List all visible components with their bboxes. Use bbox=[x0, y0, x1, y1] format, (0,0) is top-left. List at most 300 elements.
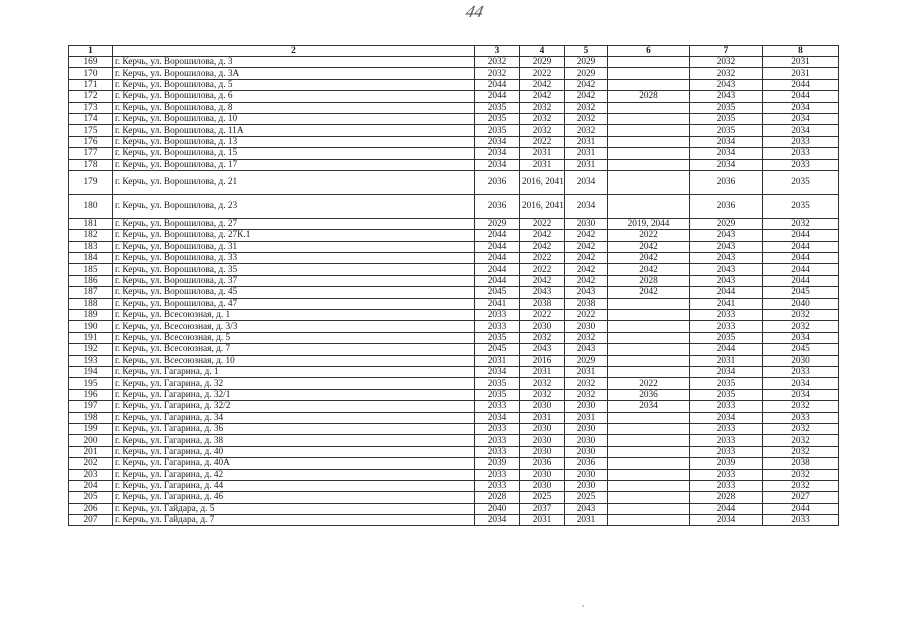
col-6-cell: 2042 bbox=[608, 287, 690, 298]
col-8-cell: 2040 bbox=[763, 298, 839, 309]
col-4-cell: 2038 bbox=[520, 298, 565, 309]
col-3-cell: 2044 bbox=[475, 79, 520, 90]
col-8-cell: 2032 bbox=[763, 310, 839, 321]
col-5-cell: 2031 bbox=[565, 148, 608, 159]
col-6-cell bbox=[608, 480, 690, 491]
col-5-cell: 2031 bbox=[565, 366, 608, 377]
row-number-cell: 182 bbox=[69, 230, 113, 241]
address-cell: г. Керчь, ул. Гагарина, д. 38 bbox=[113, 435, 475, 446]
table-row bbox=[69, 253, 839, 264]
col-7-cell: 2033 bbox=[690, 446, 763, 457]
row-number-cell: 198 bbox=[69, 412, 113, 423]
table-row bbox=[69, 287, 839, 298]
col-7-cell: 2043 bbox=[690, 253, 763, 264]
row-number-cell: 207 bbox=[69, 515, 113, 526]
row-number-cell: 184 bbox=[69, 253, 113, 264]
row-number-cell: 186 bbox=[69, 275, 113, 286]
col-3-cell: 2033 bbox=[475, 310, 520, 321]
address-cell: г. Керчь, ул. Ворошилова, д. 13 bbox=[113, 136, 475, 147]
address-cell: г. Керчь, ул. Всесоюзная, д. 10 bbox=[113, 355, 475, 366]
col-7-cell: 2033 bbox=[690, 469, 763, 480]
col-5-cell: 2025 bbox=[565, 492, 608, 503]
table-row bbox=[69, 458, 839, 469]
col-4-cell: 2032 bbox=[520, 113, 565, 124]
table-row bbox=[69, 264, 839, 275]
address-cell: г. Керчь, ул. Гагарина, д. 32/2 bbox=[113, 401, 475, 412]
col-5-cell: 2029 bbox=[565, 68, 608, 79]
col-4-cell: 2022 bbox=[520, 68, 565, 79]
col-6-cell bbox=[608, 446, 690, 457]
col-7-cell: 2033 bbox=[690, 435, 763, 446]
col-7-cell: 2034 bbox=[690, 366, 763, 377]
col-4-cell: 2022 bbox=[520, 310, 565, 321]
col-3-cell: 2044 bbox=[475, 91, 520, 102]
row-number-cell: 196 bbox=[69, 389, 113, 400]
col-6-cell bbox=[608, 355, 690, 366]
col-4-cell: 2043 bbox=[520, 287, 565, 298]
address-cell: г. Керчь, ул. Ворошилова, д. 23 bbox=[113, 194, 475, 218]
col-4-cell: 2042 bbox=[520, 79, 565, 90]
col-8-cell: 2033 bbox=[763, 159, 839, 170]
col-3-cell: 2032 bbox=[475, 57, 520, 68]
col-5-cell: 2042 bbox=[565, 253, 608, 264]
col-6-cell bbox=[608, 458, 690, 469]
col-3-cell: 2044 bbox=[475, 264, 520, 275]
row-number-cell: 188 bbox=[69, 298, 113, 309]
address-cell: г. Керчь, ул. Гагарина, д. 40 bbox=[113, 446, 475, 457]
row-number-cell: 191 bbox=[69, 332, 113, 343]
row-number-cell: 190 bbox=[69, 321, 113, 332]
address-cell: г. Керчь, ул. Ворошилова, д. 27 bbox=[113, 218, 475, 229]
col-3-cell: 2034 bbox=[475, 148, 520, 159]
address-cell: г. Керчь, ул. Всесоюзная, д. 1 bbox=[113, 310, 475, 321]
col-8-cell: 2030 bbox=[763, 355, 839, 366]
col-7-cell: 2033 bbox=[690, 401, 763, 412]
col-6-cell bbox=[608, 469, 690, 480]
col-5-cell: 2042 bbox=[565, 264, 608, 275]
table-body bbox=[69, 57, 839, 526]
col-4-cell: 2032 bbox=[520, 332, 565, 343]
address-cell: г. Керчь, ул. Гагарина, д. 32/1 bbox=[113, 389, 475, 400]
col-4-cell: 2032 bbox=[520, 378, 565, 389]
col-5-cell: 2032 bbox=[565, 102, 608, 113]
col-5-cell: 2031 bbox=[565, 515, 608, 526]
row-number-cell: 189 bbox=[69, 310, 113, 321]
col-5-cell: 2032 bbox=[565, 378, 608, 389]
col-7-cell: 2029 bbox=[690, 218, 763, 229]
col-5-cell: 2043 bbox=[565, 344, 608, 355]
col-3-cell: 2035 bbox=[475, 113, 520, 124]
col-6-cell bbox=[608, 113, 690, 124]
col-8-cell: 2045 bbox=[763, 287, 839, 298]
col-3-cell: 2036 bbox=[475, 170, 520, 194]
address-cell: г. Керчь, ул. Ворошилова, д. 8 bbox=[113, 102, 475, 113]
row-number-cell: 194 bbox=[69, 366, 113, 377]
col-4-cell: 2031 bbox=[520, 366, 565, 377]
col-5-cell: 2032 bbox=[565, 332, 608, 343]
col-7-cell: 2044 bbox=[690, 344, 763, 355]
col-4-cell: 2042 bbox=[520, 275, 565, 286]
address-cell: г. Керчь, ул. Всесоюзная, д. 3/3 bbox=[113, 321, 475, 332]
col-7-cell: 2035 bbox=[690, 102, 763, 113]
table-row bbox=[69, 469, 839, 480]
table-row bbox=[69, 218, 839, 229]
table-row bbox=[69, 423, 839, 434]
col-6-cell bbox=[608, 435, 690, 446]
table-row bbox=[69, 366, 839, 377]
row-number-cell: 183 bbox=[69, 241, 113, 252]
col-5-cell: 2030 bbox=[565, 321, 608, 332]
table-row bbox=[69, 355, 839, 366]
col-8-cell: 2032 bbox=[763, 218, 839, 229]
col-6-cell: 2028 bbox=[608, 91, 690, 102]
col-5-cell: 2031 bbox=[565, 159, 608, 170]
col-7-cell: 2028 bbox=[690, 492, 763, 503]
row-number-cell: 206 bbox=[69, 503, 113, 514]
row-number-cell: 177 bbox=[69, 148, 113, 159]
col-4-cell: 2032 bbox=[520, 102, 565, 113]
col-8-cell: 2034 bbox=[763, 113, 839, 124]
col-8-cell: 2032 bbox=[763, 423, 839, 434]
col-7-cell: 2035 bbox=[690, 113, 763, 124]
col-5-cell: 2030 bbox=[565, 469, 608, 480]
table-row bbox=[69, 298, 839, 309]
col-8-cell: 2034 bbox=[763, 332, 839, 343]
col-3-cell: 2044 bbox=[475, 253, 520, 264]
col-3-cell: 2031 bbox=[475, 355, 520, 366]
address-cell: г. Керчь, ул. Гагарина, д. 40А bbox=[113, 458, 475, 469]
header-col-3: 3 bbox=[475, 46, 520, 57]
col-8-cell: 2035 bbox=[763, 194, 839, 218]
address-cell: г. Керчь, ул. Гагарина, д. 34 bbox=[113, 412, 475, 423]
col-7-cell: 2035 bbox=[690, 332, 763, 343]
col-3-cell: 2036 bbox=[475, 194, 520, 218]
header-col-4: 4 bbox=[520, 46, 565, 57]
address-cell: г. Керчь, ул. Ворошилова, д. 21 bbox=[113, 170, 475, 194]
table-row bbox=[69, 480, 839, 491]
col-4-cell: 2022 bbox=[520, 218, 565, 229]
col-6-cell: 2042 bbox=[608, 241, 690, 252]
housing-schedule-table bbox=[68, 45, 839, 526]
col-8-cell: 2045 bbox=[763, 344, 839, 355]
col-6-cell bbox=[608, 332, 690, 343]
col-7-cell: 2036 bbox=[690, 170, 763, 194]
col-5-cell: 2031 bbox=[565, 412, 608, 423]
col-4-cell: 2036 bbox=[520, 458, 565, 469]
col-6-cell bbox=[608, 159, 690, 170]
row-number-cell: 197 bbox=[69, 401, 113, 412]
col-5-cell: 2030 bbox=[565, 401, 608, 412]
address-cell: г. Керчь, ул. Всесоюзная, д. 7 bbox=[113, 344, 475, 355]
col-6-cell: 2034 bbox=[608, 401, 690, 412]
col-6-cell bbox=[608, 503, 690, 514]
row-number-cell: 176 bbox=[69, 136, 113, 147]
address-cell: г. Керчь, ул. Гагарина, д. 42 bbox=[113, 469, 475, 480]
table-row bbox=[69, 91, 839, 102]
table-row bbox=[69, 492, 839, 503]
col-8-cell: 2044 bbox=[763, 264, 839, 275]
address-cell: г. Керчь, ул. Ворошилова, д. 17 bbox=[113, 159, 475, 170]
col-4-cell: 2030 bbox=[520, 469, 565, 480]
col-7-cell: 2035 bbox=[690, 125, 763, 136]
address-cell: г. Керчь, ул. Ворошилова, д. 15 bbox=[113, 148, 475, 159]
col-5-cell: 2043 bbox=[565, 287, 608, 298]
address-cell: г. Керчь, ул. Ворошилова, д. 3 bbox=[113, 57, 475, 68]
col-4-cell: 2043 bbox=[520, 344, 565, 355]
col-3-cell: 2032 bbox=[475, 68, 520, 79]
col-3-cell: 2041 bbox=[475, 298, 520, 309]
table-row bbox=[69, 310, 839, 321]
col-3-cell: 2044 bbox=[475, 230, 520, 241]
table-row bbox=[69, 344, 839, 355]
col-6-cell bbox=[608, 194, 690, 218]
col-4-cell: 2030 bbox=[520, 401, 565, 412]
col-8-cell: 2031 bbox=[763, 68, 839, 79]
col-6-cell: 2042 bbox=[608, 264, 690, 275]
col-5-cell: 2029 bbox=[565, 57, 608, 68]
col-4-cell: 2030 bbox=[520, 435, 565, 446]
table-row bbox=[69, 321, 839, 332]
col-4-cell: 2022 bbox=[520, 264, 565, 275]
col-8-cell: 2044 bbox=[763, 503, 839, 514]
col-7-cell: 2043 bbox=[690, 91, 763, 102]
col-4-cell: 2016 bbox=[520, 355, 565, 366]
col-4-cell: 2022 bbox=[520, 136, 565, 147]
col-7-cell: 2034 bbox=[690, 148, 763, 159]
col-7-cell: 2035 bbox=[690, 389, 763, 400]
col-3-cell: 2033 bbox=[475, 446, 520, 457]
col-4-cell: 2031 bbox=[520, 159, 565, 170]
col-7-cell: 2034 bbox=[690, 159, 763, 170]
col-4-cell: 2042 bbox=[520, 91, 565, 102]
col-5-cell: 2042 bbox=[565, 275, 608, 286]
col-7-cell: 2039 bbox=[690, 458, 763, 469]
col-3-cell: 2044 bbox=[475, 241, 520, 252]
table-row bbox=[69, 194, 839, 218]
row-number-cell: 200 bbox=[69, 435, 113, 446]
col-4-cell: 2030 bbox=[520, 321, 565, 332]
col-4-cell: 2042 bbox=[520, 230, 565, 241]
col-6-cell bbox=[608, 423, 690, 434]
table-row bbox=[69, 412, 839, 423]
col-3-cell: 2035 bbox=[475, 332, 520, 343]
col-3-cell: 2034 bbox=[475, 366, 520, 377]
col-7-cell: 2033 bbox=[690, 423, 763, 434]
col-6-cell bbox=[608, 298, 690, 309]
row-number-cell: 175 bbox=[69, 125, 113, 136]
row-number-cell: 179 bbox=[69, 170, 113, 194]
row-number-cell: 171 bbox=[69, 79, 113, 90]
col-8-cell: 2032 bbox=[763, 480, 839, 491]
table-row bbox=[69, 170, 839, 194]
address-cell: г. Керчь, ул. Ворошилова, д. 31 bbox=[113, 241, 475, 252]
address-cell: г. Керчь, ул. Ворошилова, д. 45 bbox=[113, 287, 475, 298]
col-6-cell bbox=[608, 321, 690, 332]
table-row bbox=[69, 515, 839, 526]
header-col-7: 7 bbox=[690, 46, 763, 57]
table-row bbox=[69, 503, 839, 514]
address-cell: г. Керчь, ул. Гагарина, д. 36 bbox=[113, 423, 475, 434]
table-row bbox=[69, 136, 839, 147]
table-row bbox=[69, 332, 839, 343]
col-7-cell: 2031 bbox=[690, 355, 763, 366]
col-5-cell: 2031 bbox=[565, 136, 608, 147]
col-5-cell: 2036 bbox=[565, 458, 608, 469]
col-3-cell: 2034 bbox=[475, 515, 520, 526]
table-row bbox=[69, 378, 839, 389]
table-row bbox=[69, 275, 839, 286]
col-5-cell: 2032 bbox=[565, 389, 608, 400]
col-5-cell: 2038 bbox=[565, 298, 608, 309]
table-row bbox=[69, 401, 839, 412]
col-6-cell: 2036 bbox=[608, 389, 690, 400]
col-6-cell: 2022 bbox=[608, 378, 690, 389]
col-8-cell: 2044 bbox=[763, 253, 839, 264]
row-number-cell: 178 bbox=[69, 159, 113, 170]
col-5-cell: 2030 bbox=[565, 446, 608, 457]
col-7-cell: 2044 bbox=[690, 503, 763, 514]
col-7-cell: 2033 bbox=[690, 480, 763, 491]
col-5-cell: 2029 bbox=[565, 355, 608, 366]
col-5-cell: 2042 bbox=[565, 79, 608, 90]
col-7-cell: 2032 bbox=[690, 68, 763, 79]
col-8-cell: 2034 bbox=[763, 389, 839, 400]
address-cell: г. Керчь, ул. Ворошилова, д. 35 bbox=[113, 264, 475, 275]
row-number-cell: 170 bbox=[69, 68, 113, 79]
table-row bbox=[69, 241, 839, 252]
row-number-cell: 195 bbox=[69, 378, 113, 389]
col-3-cell: 2028 bbox=[475, 492, 520, 503]
table-row bbox=[69, 159, 839, 170]
table-row bbox=[69, 435, 839, 446]
row-number-cell: 205 bbox=[69, 492, 113, 503]
row-number-cell: 173 bbox=[69, 102, 113, 113]
col-5-cell: 2030 bbox=[565, 480, 608, 491]
col-7-cell: 2034 bbox=[690, 136, 763, 147]
col-6-cell bbox=[608, 57, 690, 68]
header-col-1: 1 bbox=[69, 46, 113, 57]
address-cell: г. Керчь, ул. Гагарина, д. 1 bbox=[113, 366, 475, 377]
col-3-cell: 2033 bbox=[475, 480, 520, 491]
col-8-cell: 2032 bbox=[763, 435, 839, 446]
col-8-cell: 2034 bbox=[763, 378, 839, 389]
col-8-cell: 2044 bbox=[763, 91, 839, 102]
col-4-cell: 2032 bbox=[520, 389, 565, 400]
col-4-cell: 2032 bbox=[520, 125, 565, 136]
table-row bbox=[69, 230, 839, 241]
row-number-cell: 180 bbox=[69, 194, 113, 218]
col-3-cell: 2033 bbox=[475, 423, 520, 434]
col-3-cell: 2045 bbox=[475, 287, 520, 298]
row-number-cell: 187 bbox=[69, 287, 113, 298]
row-number-cell: 204 bbox=[69, 480, 113, 491]
col-7-cell: 2041 bbox=[690, 298, 763, 309]
address-cell: г. Керчь, ул. Ворошилова, д. 10 bbox=[113, 113, 475, 124]
col-4-cell: 2030 bbox=[520, 480, 565, 491]
col-3-cell: 2035 bbox=[475, 378, 520, 389]
col-8-cell: 2031 bbox=[763, 57, 839, 68]
col-4-cell: 2031 bbox=[520, 515, 565, 526]
row-number-cell: 169 bbox=[69, 57, 113, 68]
row-number-cell: 174 bbox=[69, 113, 113, 124]
col-3-cell: 2044 bbox=[475, 275, 520, 286]
col-7-cell: 2033 bbox=[690, 310, 763, 321]
col-7-cell: 2034 bbox=[690, 515, 763, 526]
col-3-cell: 2034 bbox=[475, 412, 520, 423]
col-6-cell bbox=[608, 366, 690, 377]
col-7-cell: 2043 bbox=[690, 79, 763, 90]
col-6-cell: 2019, 2044 bbox=[608, 218, 690, 229]
col-4-cell: 2030 bbox=[520, 446, 565, 457]
col-8-cell: 2032 bbox=[763, 469, 839, 480]
col-6-cell bbox=[608, 102, 690, 113]
address-cell: г. Керчь, ул. Гайдара, д. 5 bbox=[113, 503, 475, 514]
row-number-cell: 181 bbox=[69, 218, 113, 229]
col-3-cell: 2033 bbox=[475, 435, 520, 446]
col-5-cell: 2042 bbox=[565, 230, 608, 241]
table-row bbox=[69, 113, 839, 124]
col-6-cell: 2028 bbox=[608, 275, 690, 286]
col-8-cell: 2034 bbox=[763, 125, 839, 136]
col-8-cell: 2027 bbox=[763, 492, 839, 503]
col-8-cell: 2044 bbox=[763, 241, 839, 252]
col-4-cell: 2030 bbox=[520, 423, 565, 434]
row-number-cell: 172 bbox=[69, 91, 113, 102]
col-6-cell bbox=[608, 412, 690, 423]
col-5-cell: 2022 bbox=[565, 310, 608, 321]
col-8-cell: 2033 bbox=[763, 412, 839, 423]
col-8-cell: 2032 bbox=[763, 321, 839, 332]
col-7-cell: 2043 bbox=[690, 230, 763, 241]
address-cell: г. Керчь, ул. Ворошилова, д. 3А bbox=[113, 68, 475, 79]
address-cell: г. Керчь, ул. Ворошилова, д. 27К.1 bbox=[113, 230, 475, 241]
col-3-cell: 2035 bbox=[475, 125, 520, 136]
table-row bbox=[69, 148, 839, 159]
header-col-6: 6 bbox=[608, 46, 690, 57]
col-7-cell: 2043 bbox=[690, 264, 763, 275]
col-3-cell: 2039 bbox=[475, 458, 520, 469]
address-cell: г. Керчь, ул. Ворошилова, д. 11А bbox=[113, 125, 475, 136]
row-number-cell: 201 bbox=[69, 446, 113, 457]
col-8-cell: 2034 bbox=[763, 102, 839, 113]
scan-speck bbox=[582, 605, 584, 607]
col-8-cell: 2033 bbox=[763, 136, 839, 147]
col-4-cell: 2029 bbox=[520, 57, 565, 68]
col-5-cell: 2034 bbox=[565, 170, 608, 194]
address-cell: г. Керчь, ул. Ворошилова, д. 33 bbox=[113, 253, 475, 264]
col-4-cell: 2031 bbox=[520, 412, 565, 423]
row-number-cell: 193 bbox=[69, 355, 113, 366]
address-cell: г. Керчь, ул. Гагарина, д. 46 bbox=[113, 492, 475, 503]
col-6-cell bbox=[608, 310, 690, 321]
table-row bbox=[69, 79, 839, 90]
col-8-cell: 2038 bbox=[763, 458, 839, 469]
col-6-cell bbox=[608, 68, 690, 79]
page-number: 44 bbox=[464, 2, 486, 21]
col-6-cell bbox=[608, 492, 690, 503]
col-4-cell: 2022 bbox=[520, 253, 565, 264]
col-3-cell: 2035 bbox=[475, 389, 520, 400]
col-6-cell: 2022 bbox=[608, 230, 690, 241]
address-cell: г. Керчь, ул. Ворошилова, д. 6 bbox=[113, 91, 475, 102]
col-7-cell: 2043 bbox=[690, 241, 763, 252]
col-8-cell: 2032 bbox=[763, 446, 839, 457]
address-cell: г. Керчь, ул. Ворошилова, д. 37 bbox=[113, 275, 475, 286]
col-7-cell: 2032 bbox=[690, 57, 763, 68]
address-cell: г. Керчь, ул. Всесоюзная, д. 5 bbox=[113, 332, 475, 343]
col-6-cell bbox=[608, 148, 690, 159]
address-cell: г. Керчь, ул. Ворошилова, д. 5 bbox=[113, 79, 475, 90]
